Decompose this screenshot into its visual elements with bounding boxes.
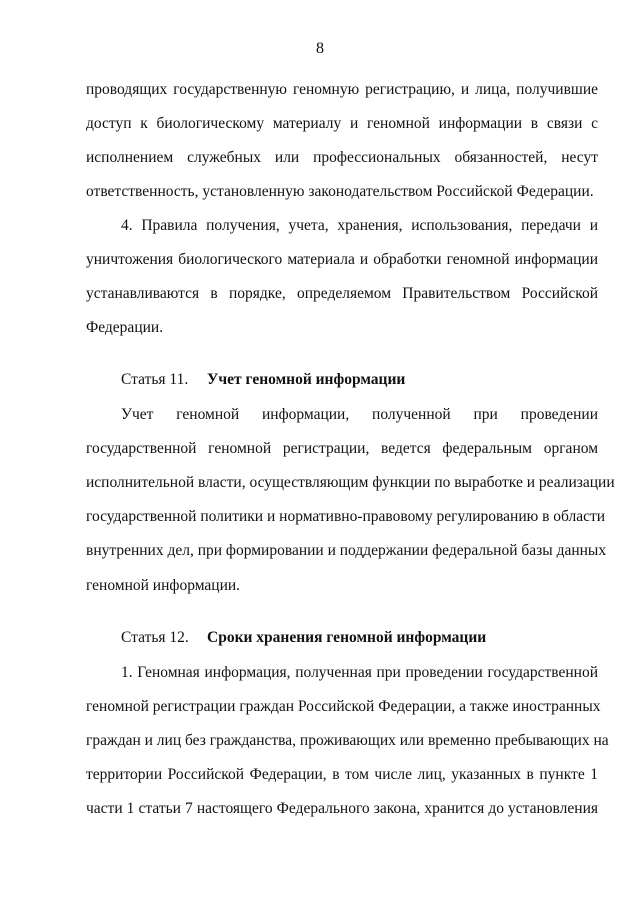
text-line: устанавливаются в порядке, определяемом Правительством Российской <box>86 285 598 302</box>
article-12-heading <box>121 628 486 648</box>
page-number: 8 <box>316 40 324 57</box>
text-line: 1. Геномная информация, полученная при проведении государственной <box>121 664 598 681</box>
text-line: Федерации. <box>86 319 164 336</box>
article-11-heading <box>121 370 405 390</box>
text-line: государственной геномной регистрации, ведется федеральным органом <box>86 440 598 457</box>
article-title: Сроки хранения геномной информации <box>207 629 487 646</box>
text-line: исполнительной власти, осуществляющим функции по выработке и реализации <box>86 474 615 491</box>
text-line: доступ к биологическому материалу и геномной информации в связи с <box>86 115 598 132</box>
text-line: граждан и лиц без гражданства, проживающих или временно пребывающих на <box>86 732 609 749</box>
text-line: проводящих государственную геномную регистрацию, и лица, получившие <box>86 81 598 98</box>
text-line: Учет геномной информации, полученной при проведении <box>121 406 598 423</box>
text-line: части 1 статьи 7 настоящего Федерального закона, хранится до установления <box>86 800 598 817</box>
text-line: исполнением служебных или профессиональных обязанностей, несут <box>86 149 598 166</box>
article-label: Статья 11. <box>121 371 189 388</box>
text-line: государственной политики и нормативно-правовому регулированию в области <box>86 508 606 525</box>
text-line: геномной информации. <box>86 577 241 594</box>
article-label: Статья 12. <box>121 629 189 646</box>
text-line: геномной регистрации граждан Российской Федерации, а также иностранных <box>86 698 601 715</box>
text-line: ответственность, установленную законодательством Российской Федерации. <box>86 183 594 200</box>
text-line: 4. Правила получения, учета, хранения, использования, передачи и <box>121 217 598 234</box>
article-title: Учет геномной информации <box>207 371 406 388</box>
text-line: уничтожения биологического материала и обработки геномной информации <box>86 251 598 268</box>
text-line: территории Российской Федерации, в том числе лиц, указанных в пункте 1 <box>86 766 598 783</box>
text-line: внутренних дел, при формировании и поддержании федеральной базы данных <box>86 542 607 559</box>
